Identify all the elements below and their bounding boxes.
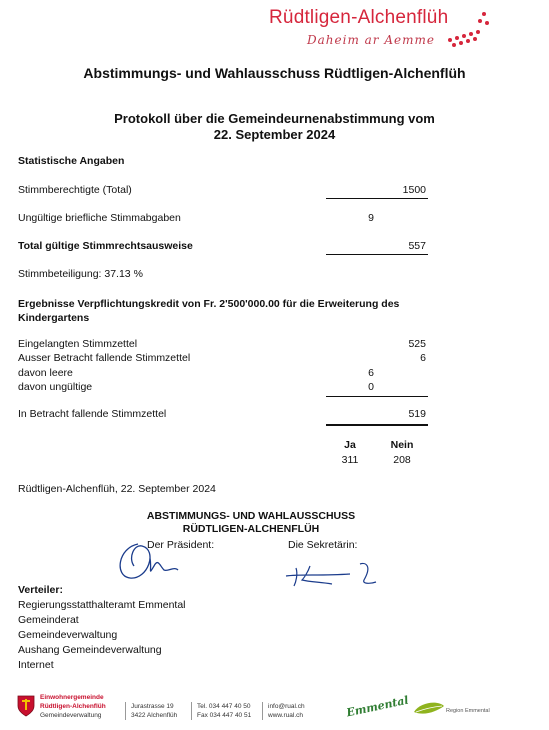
rule-counted	[326, 424, 428, 426]
list-item: Internet	[18, 659, 54, 671]
invalid-ballots-value: 0	[368, 381, 374, 393]
valid-label: Total gültige Stimmrechtsausweise	[18, 240, 193, 252]
no-value: 208	[393, 454, 411, 466]
protocol-title-line1: Protokoll über die Gemeindeurnenabstimmung vom	[114, 111, 435, 126]
footer-phone	[197, 702, 251, 720]
list-item: Gemeindeverwaltung	[18, 629, 118, 641]
blank-label: davon leere	[18, 367, 73, 379]
received-value: 525	[408, 338, 426, 350]
footer-tel: Tel. 034 447 40 50	[197, 703, 251, 710]
municipality-logo: Rüdtligen-Alchenflüh	[269, 7, 449, 28]
region-emmental-logo: Region Emmental	[446, 708, 490, 714]
statistics-heading: Statistische Angaben	[18, 155, 125, 167]
signature-heading	[0, 510, 502, 536]
yes-value: 311	[341, 454, 359, 466]
president-signature-icon	[108, 536, 188, 586]
signature-heading-line2: RÜDTLIGEN-ALCHENFLÜH	[182, 523, 320, 535]
excluded-value: 6	[420, 352, 426, 364]
footer-web[interactable]: www.rual.ch	[268, 712, 304, 719]
received-label: Eingelangten Stimmzettel	[18, 338, 138, 350]
results-heading-line2: Kindergartens	[18, 312, 90, 324]
secretary-label: Die Sekretärin:	[288, 539, 358, 551]
committee-heading: Abstimmungs- und Wahlausschuss Rüdtligen-Alchenflüh	[83, 65, 466, 81]
footer-city: 3422 Alchenflüh	[131, 712, 178, 719]
turnout: Stimmbeteiligung: 37.13 %	[18, 268, 143, 280]
yes-label: Ja	[344, 439, 356, 451]
list-item: Regierungsstatthalteramt Emmental	[18, 599, 186, 611]
logo-tagline: Daheim ar Aemme	[307, 33, 435, 47]
rule-valid	[326, 254, 428, 255]
valid-value: 557	[408, 240, 426, 252]
no-label: Nein	[390, 439, 414, 451]
emmental-logo: Emmental	[345, 693, 410, 720]
eligible-label: Stimmberechtigte (Total)	[18, 184, 132, 196]
place-date: Rüdtligen-Alchenflüh, 22. September 2024	[18, 483, 216, 495]
rule-eligible	[326, 198, 428, 199]
footer-email[interactable]: info@rual.ch	[268, 703, 305, 710]
logo-dots-icon	[440, 12, 490, 46]
footer-contact	[268, 702, 305, 720]
footer-org-line3: Gemeindeverwaltung	[40, 712, 102, 719]
results-heading-line1: Ergebnisse Verpflichtungskredit von Fr. 2'500'000.00 für die Erweiterung des	[18, 298, 400, 310]
excluded-label: Ausser Betracht fallende Stimmzettel	[18, 352, 191, 364]
protocol-title-line2: 22. September 2024	[213, 127, 336, 142]
distribution-list	[18, 598, 186, 673]
counted-value: 519	[408, 408, 426, 420]
blank-value: 6	[368, 367, 374, 379]
secretary-signature-icon	[280, 560, 390, 590]
rule-results	[326, 396, 428, 397]
list-item: Aushang Gemeindeverwaltung	[18, 644, 162, 656]
footer-divider	[191, 702, 192, 720]
president-label: Der Präsident:	[147, 539, 215, 551]
distribution-heading: Verteiler:	[18, 584, 63, 596]
invalid-postal-value: 9	[368, 212, 374, 224]
results-heading	[18, 297, 399, 325]
invalid-postal-label: Ungültige briefliche Stimmabgaben	[18, 212, 181, 224]
coat-of-arms-icon	[16, 694, 36, 718]
list-item: Gemeinderat	[18, 614, 79, 626]
footer-fax: Fax 034 447 40 51	[197, 712, 252, 719]
footer-divider	[262, 702, 263, 720]
region-emmental-leaf-icon	[412, 700, 446, 718]
protocol-title	[0, 111, 549, 143]
invalid-ballots-label: davon ungültige	[18, 381, 93, 393]
footer-divider	[125, 702, 126, 720]
signature-heading-line1: ABSTIMMUNGS- UND WAHLAUSSCHUSS	[146, 510, 356, 522]
counted-label: In Betracht fallende Stimmzettel	[18, 408, 167, 420]
footer-address	[131, 702, 177, 720]
footer-org-line1: Einwohnergemeinde	[40, 694, 104, 701]
footer-org-line2: Rüdtligen-Alchenflüh	[40, 703, 106, 710]
footer-street: Jurastrasse 19	[131, 703, 174, 710]
footer-organisation	[40, 693, 106, 720]
eligible-value: 1500	[402, 184, 426, 196]
